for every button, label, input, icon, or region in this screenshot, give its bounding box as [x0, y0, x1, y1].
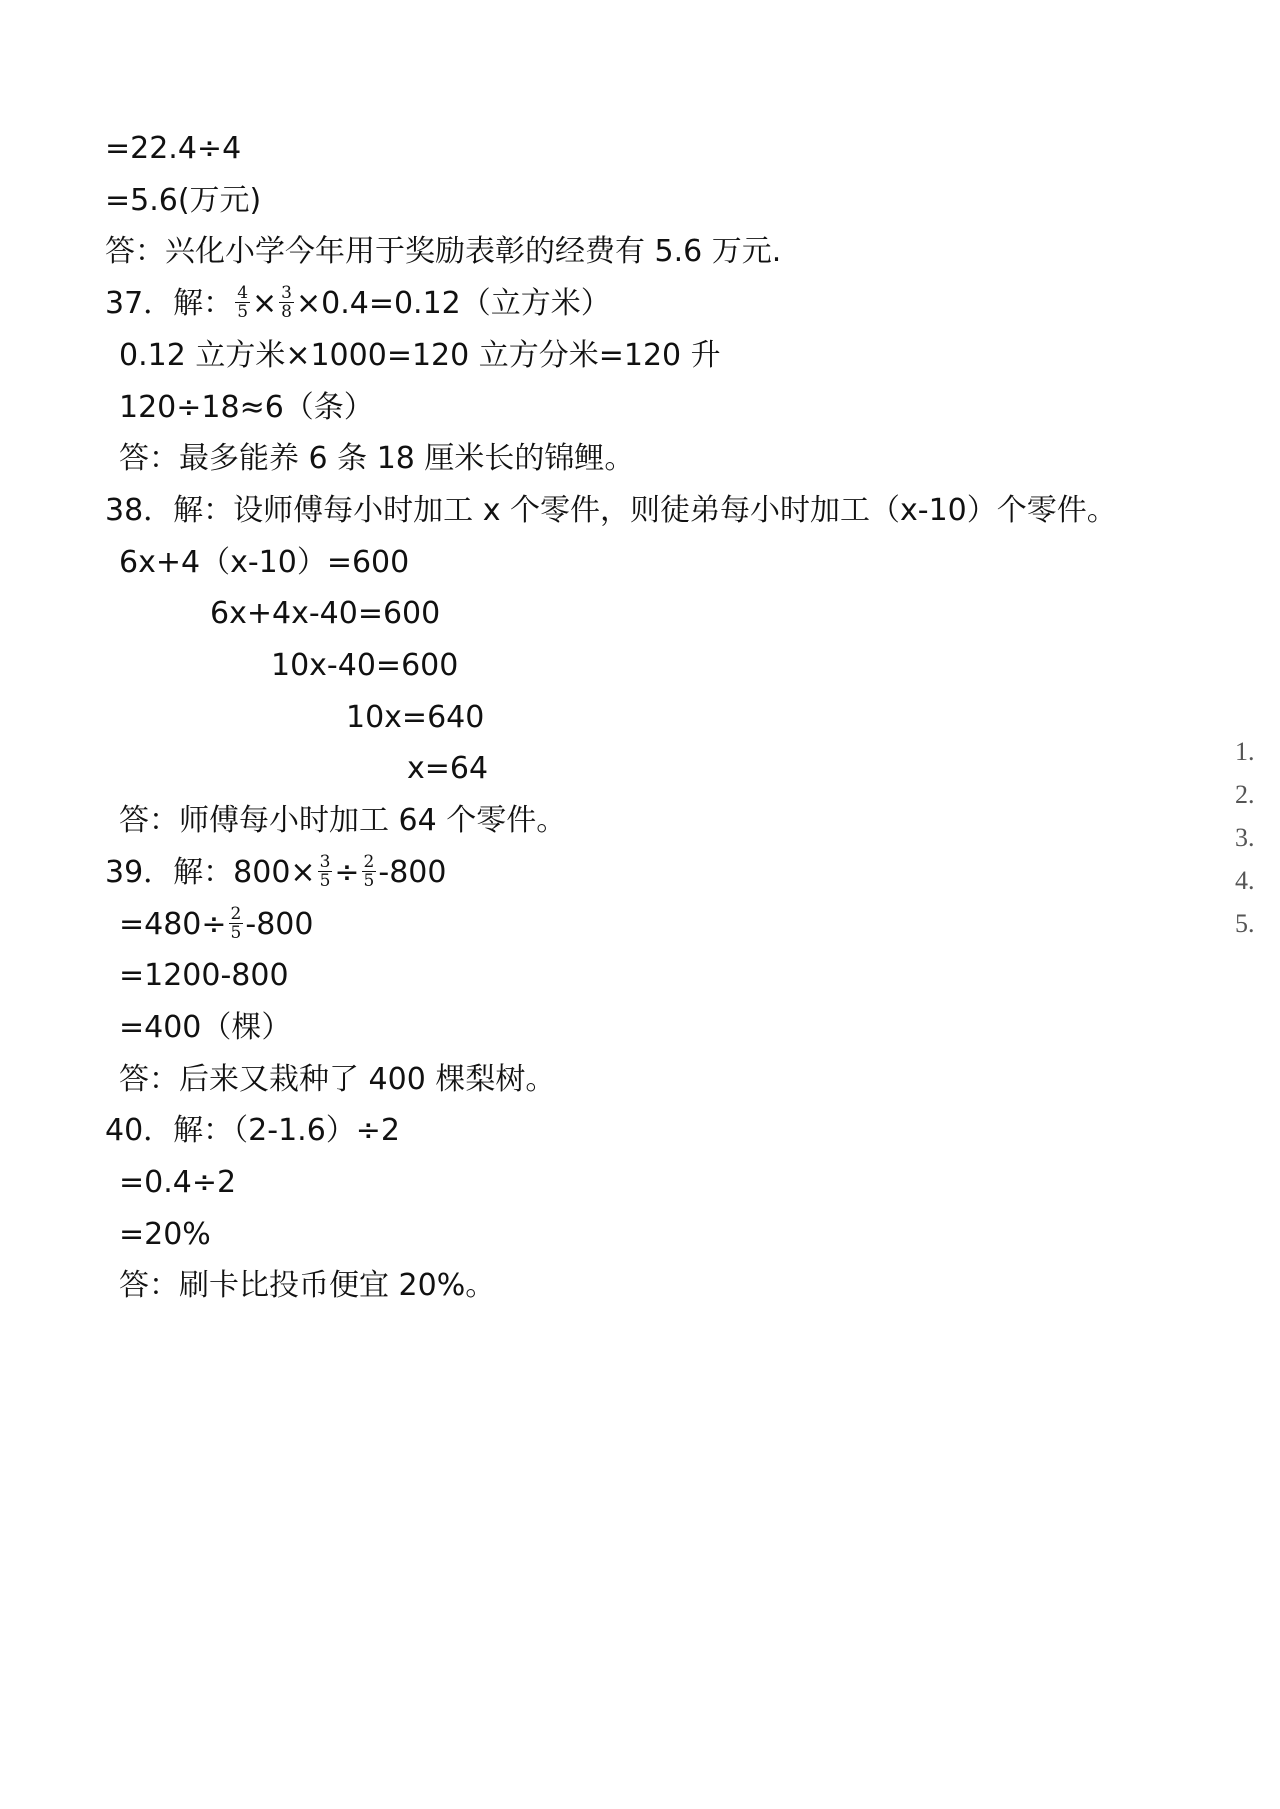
fraction-numerator: 3 — [319, 852, 331, 872]
calc-line: =22.4÷4 — [105, 131, 242, 166]
calc-line — [119, 905, 313, 945]
question-label: 37．解： — [105, 286, 234, 321]
calc-line: =20% — [119, 1217, 211, 1252]
calc-line: 0.12 立方米×1000=120 立方分米=120 升 — [119, 338, 721, 373]
equation-line: 6x+4x-40=600 — [210, 596, 441, 631]
side-number: 3. — [1235, 823, 1255, 852]
operator: ÷ — [334, 855, 360, 890]
fraction-denominator: 5 — [230, 923, 242, 943]
answer-line: 答：兴化小学今年用于奖励表彰的经费有 5.6 万元. — [105, 234, 782, 269]
question-38-line: 38．解：设师傅每小时加工 x 个零件，则徒弟每小时加工（x-10）个零件。 — [105, 493, 1117, 528]
answer-line: 答：师傅每小时加工 64 个零件。 — [119, 803, 567, 838]
answer-line: 答：后来又栽种了 400 棵梨树。 — [119, 1062, 556, 1097]
fraction-denominator: 5 — [363, 871, 375, 891]
answer-line: 答：最多能养 6 条 18 厘米长的锦鲤。 — [119, 441, 635, 476]
fraction-numerator: 3 — [281, 283, 292, 303]
expression-suffix: ×0.4=0.12（立方米） — [295, 286, 611, 321]
fraction-numerator: 2 — [363, 852, 375, 872]
side-number: 1. — [1235, 737, 1255, 766]
fraction-denominator: 5 — [319, 871, 331, 891]
expression-prefix: =480÷ — [119, 907, 227, 942]
question-40-line: 40．解：（2-1.6）÷2 — [105, 1113, 401, 1148]
fraction-denominator: 8 — [281, 302, 292, 322]
fraction — [318, 853, 333, 890]
calc-line: =0.4÷2 — [119, 1165, 237, 1200]
equation-line: 10x=640 — [346, 700, 485, 735]
equation-line: 6x+4（x-10）=600 — [119, 545, 410, 580]
fraction — [279, 284, 294, 321]
calc-line: =5.6(万元) — [105, 183, 262, 218]
equation-line: 10x-40=600 — [271, 648, 459, 683]
question-label: 39．解：800× — [105, 855, 316, 890]
answer-line: 答：刷卡比投币便宜 20%。 — [119, 1268, 496, 1303]
fraction-numerator: 2 — [230, 904, 242, 924]
side-number: 4. — [1235, 866, 1255, 895]
equation-line: x=64 — [407, 751, 489, 786]
fraction — [229, 905, 244, 942]
side-number: 5. — [1235, 909, 1255, 938]
fraction-denominator: 5 — [237, 302, 249, 322]
question-39-line — [105, 853, 446, 893]
calc-line: =1200-800 — [119, 958, 289, 993]
fraction — [362, 853, 377, 890]
calc-line: 120÷18≈6（条） — [119, 390, 374, 425]
calc-line: =400（棵） — [119, 1010, 292, 1045]
operator: × — [252, 286, 278, 321]
side-number: 2. — [1235, 780, 1255, 809]
fraction — [235, 284, 250, 321]
fraction-numerator: 4 — [237, 283, 249, 303]
expression-suffix: -800 — [378, 855, 447, 890]
question-37-line — [105, 284, 611, 324]
expression-suffix: -800 — [245, 907, 314, 942]
